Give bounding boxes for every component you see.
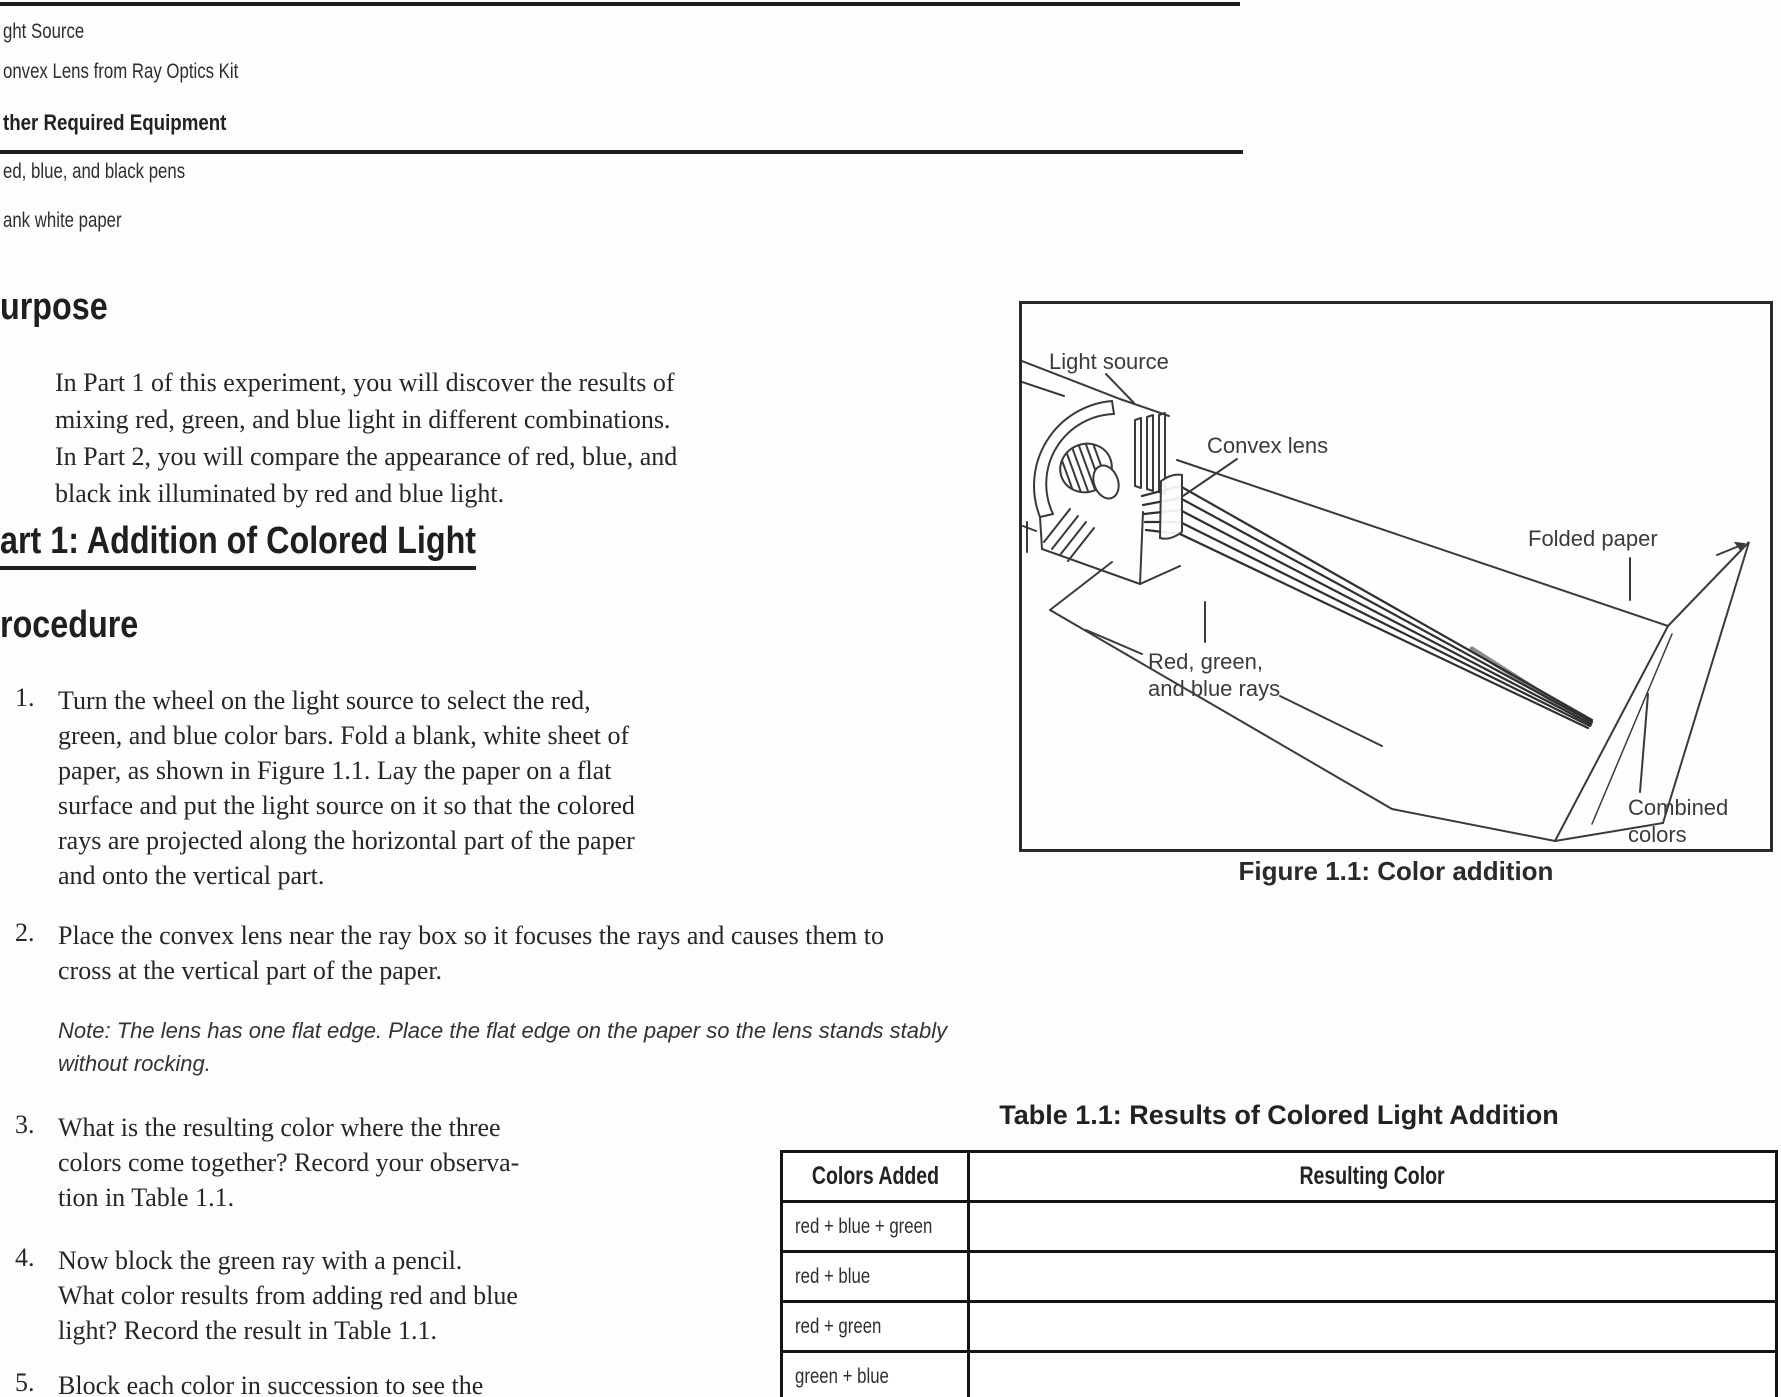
step-line: light? Record the result in Table 1.1. [58,1316,437,1345]
slit-plate [1147,415,1153,491]
step-line: Now block the green ray with a pencil. [58,1246,463,1275]
equipment-item-pens [3,160,231,184]
colors-added-label: red + blue + green [795,1214,933,1238]
note-line: without rocking. [58,1051,211,1076]
equipment-item-light-source [3,20,105,44]
slit-plate [1135,418,1141,488]
convex-lens-shape [1160,475,1182,539]
figure-label-rays [1148,648,1280,702]
step-line: Place the convex lens near the ray box so it focuses the rays and causes them to [58,921,884,950]
purpose-line: black ink illuminated by red and blue light. [55,479,505,508]
procedure-step-4 [58,1243,518,1348]
paper-left-edge [1050,562,1112,610]
step-number: 3. [15,1110,35,1139]
results-table [780,1150,1778,1397]
part1-heading [0,520,560,570]
figure-line-art [1022,304,1770,849]
purpose-paragraph [55,364,677,512]
procedure-heading-label: rocedure [0,604,139,646]
resulting-color-cell [969,1352,1777,1397]
step-line: tion in Table 1.1. [58,1183,235,1212]
step-line: cross at the vertical part of the paper. [58,956,443,985]
equipment-item-label: ed, blue, and black pens [3,160,186,183]
table-row [782,1302,1777,1352]
purpose-line: In Part 2, you will compare the appearance of red, blue, and [55,442,678,471]
table-row [782,1252,1777,1302]
combined-colors-label-line: colors [1628,822,1687,847]
step-line: and onto the vertical part. [58,861,325,890]
table-row [782,1202,1777,1252]
colors-added-label: red + green [795,1314,882,1338]
colors-added-cell [782,1352,969,1397]
colors-added-cell [782,1252,969,1302]
column-header-label: Resulting Color [1299,1162,1446,1190]
table-header-row [782,1152,1777,1202]
column-header-label: Colors Added [811,1162,939,1190]
step-number: 4. [15,1243,35,1272]
step-number: 1. [15,683,35,712]
step-line: Turn the wheel on the light source to select the red, [58,686,591,715]
procedure-heading [0,604,163,647]
equipment-item-paper [3,209,151,233]
other-required-equipment-heading [3,110,266,136]
rays-left-leader [1086,630,1142,654]
step-line: green, and blue color bars. Fold a blank, white sheet of [58,721,630,750]
step-number: 5. [15,1368,35,1397]
resulting-color-cell [969,1252,1777,1302]
part1-heading-label: art 1: Addition of Colored Light [0,520,476,570]
column-header-resulting-color [969,1152,1777,1202]
rays-label-line: Red, green, [1148,649,1263,674]
table-title: Table 1.1: Results of Colored Light Addition [999,1100,1559,1130]
step-line: rays are projected along the horizontal part of the paper [58,826,635,855]
figure-label-folded-paper: Folded paper [1528,526,1658,551]
procedure-step-3 [58,1110,519,1215]
table-row [782,1352,1777,1397]
equipment-divider-rule [0,150,1243,154]
equipment-item-convex-lens [3,60,297,84]
colors-added-cell [782,1302,969,1352]
equipment-item-label: ank white paper [3,209,122,232]
other-required-equipment-label: ther Required Equipment [3,110,227,135]
top-rule [0,2,1240,6]
colors-added-cell [782,1202,969,1252]
column-header-colors-added [782,1152,969,1202]
step-line: Block each color in succession to see the [58,1371,484,1397]
purpose-heading-label: urpose [0,286,108,328]
figure-label-light-source: Light source [1049,349,1169,374]
step-line: paper, as shown in Figure 1.1. Lay the paper on a flat [58,756,612,785]
purpose-line: In Part 1 of this experiment, you will discover the results of [55,368,675,397]
step-line: colors come together? Record your observa- [58,1148,520,1177]
resulting-color-cell [969,1202,1777,1252]
combined-colors-label-line: Combined [1628,795,1729,820]
procedure-step-2 [58,918,884,988]
step-line: surface and put the light source on it so that the colored [58,791,635,820]
step-number: 2. [15,918,35,947]
colors-added-label: red + blue [795,1264,871,1288]
resulting-color-cell [969,1302,1777,1352]
equipment-item-label: ght Source [3,20,85,43]
note-line: Note: The lens has one flat edge. Place the flat edge on the paper so the lens stands stably [58,1018,948,1043]
figure-label-convex-lens: Convex lens [1207,433,1329,458]
figure-caption: Figure 1.1: Color addition [1238,856,1554,886]
purpose-heading [0,286,127,329]
colors-added-label: green + blue [795,1364,889,1388]
raybox-top-edge2 [1022,382,1064,396]
procedure-step-1 [58,683,635,893]
equipment-item-label: onvex Lens from Ray Optics Kit [3,60,239,83]
purpose-line: mixing red, green, and blue light in different combinations. [55,405,671,434]
paper-front-edge [1050,610,1555,841]
figure-label-combined-colors [1628,794,1728,848]
step-line: What is the resulting color where the three [58,1113,501,1142]
procedure-note [58,1014,947,1080]
raybox-left-detail [1023,522,1036,552]
procedure-step-5 [58,1368,483,1397]
rays-label-line: and blue rays [1148,676,1281,701]
step-line: What color results from adding red and blue [58,1281,518,1310]
figure-1-1 [1019,301,1773,852]
rays-right-leader [1280,696,1382,746]
